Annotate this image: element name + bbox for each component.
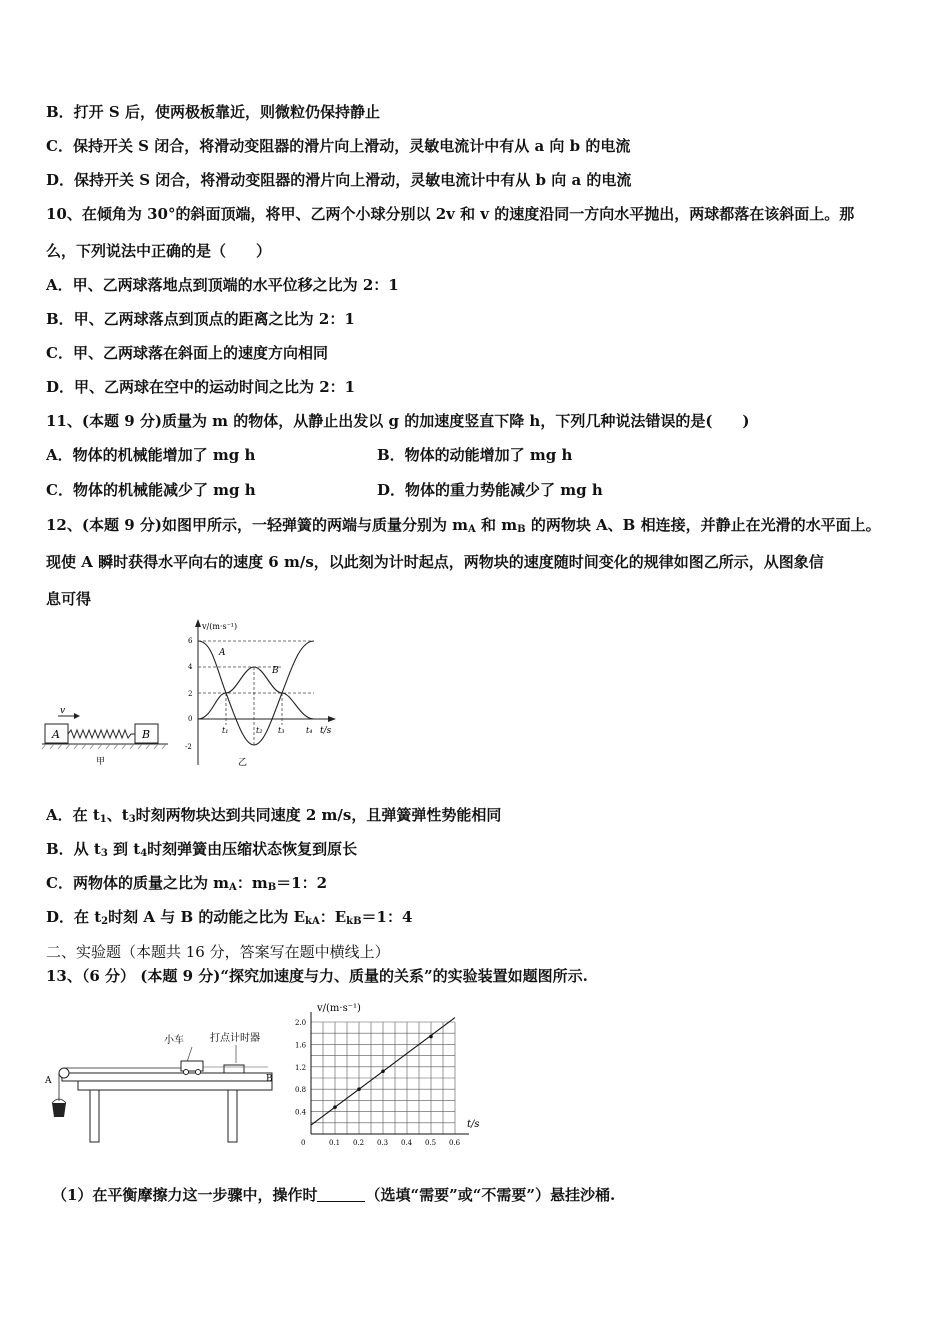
- label-a: A: [45, 1076, 52, 1086]
- x-tick-t4: t₄: [306, 726, 313, 735]
- cart-label: 小车: [164, 1035, 184, 1046]
- section-2-title: 二、实验题（本题共 16 分，答案写在题中横线上）: [46, 943, 390, 961]
- x-tick-label: 0.5: [425, 1139, 437, 1147]
- y-tick-0: 0: [188, 715, 193, 723]
- cart-wheel-right: [196, 1070, 201, 1075]
- q12-option-a: A．在 $t_1$、$t_3$时刻两物块达到共同速度 2 m/s，且弹簧弹性势能相同: [46, 806, 502, 825]
- v-axis-label: v/(m·s⁻¹): [202, 622, 238, 631]
- t-axis-label: t/s: [320, 726, 332, 736]
- velocity-time-graph: [180, 615, 345, 775]
- sand-bucket: [52, 1103, 66, 1117]
- track-board: [62, 1073, 272, 1081]
- data-point: [357, 1087, 361, 1091]
- spring: [68, 730, 135, 738]
- q13-part1: （1）在平衡摩擦力这一步骤中，操作时 （选填“需要”或“不需要”）悬挂沙桶.: [52, 1186, 616, 1204]
- q12-stem-line2: 现使 A 瞬时获得水平向右的速度 6 m/s，以此刻为计时起点，两物块的速度随时间变化的规律如图乙所示，从图象信: [46, 553, 824, 571]
- y-tick-label: 0.4: [295, 1108, 307, 1117]
- chart-x-label: t/s: [467, 1119, 480, 1130]
- q9-option-d: D．保持开关 S 闭合，将滑动变阻器的滑片向上滑动，灵敏电流计中有从 b 向 a 的电流: [46, 171, 632, 189]
- q11-option-b: B．物体的动能增加了 mg h: [377, 446, 573, 464]
- cart-wheel-left: [184, 1070, 189, 1075]
- table-leg-right: [228, 1090, 237, 1142]
- q12-option-d: D．在 $t_2$时刻 A 与 B 的动能之比为 $E_{kA}$：$E_{kB}=1$：4: [46, 908, 413, 927]
- y-tick-label: 2.0: [295, 1019, 307, 1027]
- q11-stem: 11、(本题 9 分)质量为 m 的物体，从静止出发以 g 的加速度竖直下降 h，下列几种说法错误的是( ): [46, 412, 750, 430]
- table-top: [78, 1081, 272, 1090]
- x-tick-t2: t₂: [256, 726, 263, 735]
- q13-stem: 13、（6 分） (本题 9 分)“探究加速度与力、质量的关系”的实验装置如题图所示.: [46, 967, 588, 985]
- x-tick-label: 0.4: [401, 1139, 413, 1147]
- y-tick-neg2: -2: [185, 743, 192, 751]
- q10-option-c: C．甲、乙两球落在斜面上的速度方向相同: [46, 344, 328, 362]
- v-axis-arrow: [195, 619, 201, 627]
- q12-option-c: C．两物体的质量之比为 $m_A$：$m_B=1$：2: [46, 874, 328, 893]
- chart-y-label: v/(m·s⁻¹): [317, 1003, 361, 1014]
- label-b: B: [266, 1074, 273, 1084]
- block-a-label: A: [52, 728, 60, 741]
- q9-option-c: C．保持开关 S 闭合，将滑动变阻器的滑片向上滑动，灵敏电流计中有从 a 向 b 的电流: [46, 137, 631, 155]
- x-tick-label: 0.2: [353, 1139, 365, 1147]
- q12-option-b: B．从 $t_3$ 到 $t_4$时刻弹簧由压缩状态恢复到原长: [46, 840, 358, 859]
- pulley: [59, 1068, 69, 1078]
- chart-grid: [311, 1012, 469, 1134]
- y-tick-label: 1.6: [295, 1041, 307, 1050]
- y-tick-2: 2: [188, 690, 193, 698]
- cart: [181, 1061, 203, 1071]
- x-tick-t1: t₁: [222, 726, 229, 735]
- answer-blank[interactable]: [317, 1187, 365, 1202]
- experiment-apparatus-figure: [40, 1025, 280, 1150]
- data-point: [429, 1035, 433, 1039]
- chart-ticks: [295, 1019, 461, 1147]
- y-tick-label: 0.8: [295, 1086, 307, 1095]
- table-leg-left: [90, 1090, 99, 1142]
- q10-option-b: B．甲、乙两球落点到顶点的距离之比为 2：1: [46, 310, 355, 328]
- x-tick-label: 0: [301, 1139, 306, 1147]
- y-tick-6: 6: [188, 637, 193, 645]
- y-tick-label: 1.2: [295, 1063, 307, 1072]
- q10-stem-line2: 么，下列说法中正确的是（ ）: [46, 242, 272, 260]
- x-tick-label: 0.6: [449, 1139, 461, 1147]
- q11-option-c: C．物体的机械能减少了 mg h: [46, 481, 256, 499]
- q12-stem-line3: 息可得: [46, 590, 92, 608]
- ground-hatch: [42, 744, 166, 749]
- x-tick-t3: t₃: [278, 726, 285, 735]
- spring-blocks-figure: [40, 700, 180, 770]
- q10-option-a: A．甲、乙两球落地点到顶端的水平位移之比为 2：1: [46, 276, 399, 294]
- timer: [224, 1065, 244, 1073]
- q10-stem-line1: 10、在倾角为 30°的斜面顶端，将甲、乙两个小球分别以 2v 和 v 的速度沿同一方向水平抛出，两球都落在该斜面上。那: [46, 205, 855, 223]
- y-tick-4: 4: [188, 663, 193, 671]
- block-b-label: B: [142, 728, 151, 741]
- velocity-label: v: [60, 706, 66, 716]
- q13-velocity-chart: [285, 995, 495, 1150]
- x-tick-label: 0.1: [329, 1139, 341, 1147]
- q11-option-a: A．物体的机械能增加了 mg h: [46, 446, 256, 464]
- q9-option-b: B．打开 S 后，使两极板靠近，则微粒仍保持静止: [46, 103, 380, 121]
- q11-option-d: D．物体的重力势能减少了 mg h: [377, 481, 603, 499]
- data-point: [381, 1069, 385, 1073]
- timer-label: 打点计时器: [210, 1033, 260, 1044]
- velocity-arrowhead: [74, 713, 80, 719]
- x-tick-label: 0.3: [377, 1139, 389, 1147]
- q12-stem-line1: 12、(本题 9 分)如图甲所示，一轻弹簧的两端与质量分别为 $m_A$ 和 $m_B$ 的两物块 A、B 相连接，并静止在光滑的水平面上。: [46, 516, 881, 535]
- curve-b-label: B: [272, 666, 279, 676]
- figure-jia-caption: 甲: [96, 757, 106, 767]
- data-point: [333, 1105, 337, 1109]
- t-axis-arrow: [328, 716, 336, 722]
- q10-option-d: D．甲、乙两球在空中的运动时间之比为 2：1: [46, 378, 356, 396]
- figure-yi-caption: 乙: [238, 758, 248, 768]
- curve-a-label: A: [219, 648, 226, 658]
